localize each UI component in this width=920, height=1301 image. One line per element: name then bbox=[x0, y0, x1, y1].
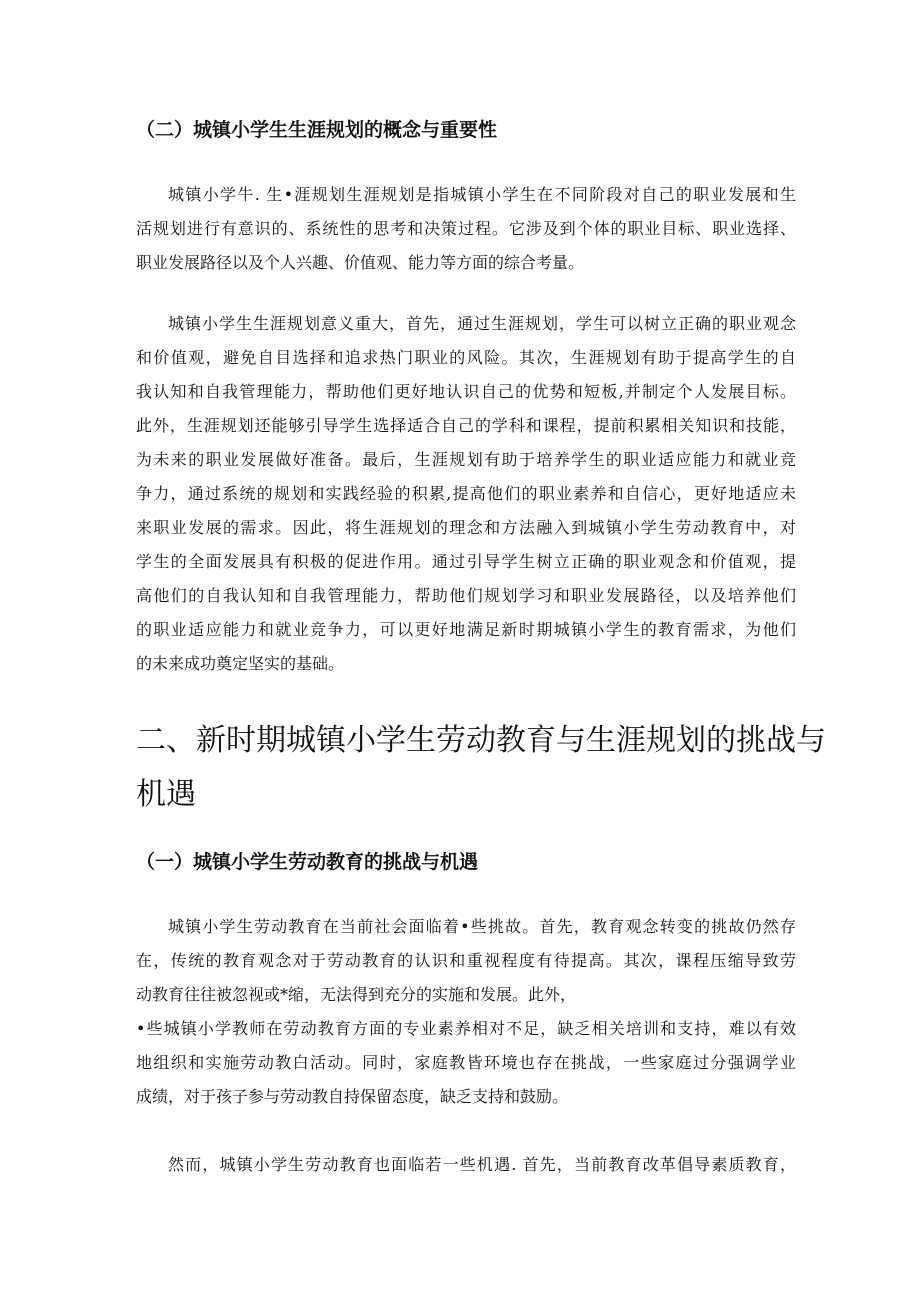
paragraph-labor-challenges bbox=[136, 910, 796, 1114]
text-line: 争力，通过系统的规划和实践经验的积累,提高他们的职业素养和自信心，更好地适应未 bbox=[136, 484, 796, 503]
text-line: 在，传统的教育观念对于劳动教育的认识和重视程度有待提高。其次，课程压缩导致劳 bbox=[136, 951, 796, 970]
text-line: 学生的全面发展具有积极的促进作用。通过引导学生树立正确的职业观念和价值观，提 bbox=[136, 552, 796, 571]
text-line: •些城镇小学教师在劳动教育方面的专业素养相对不足，缺乏相关培训和支持，难以有效 bbox=[136, 1019, 796, 1038]
text-line: 的职业适应能力和就业竞争力，可以更好地满足新时期城镇小学生的教育需求，为他们 bbox=[136, 620, 796, 639]
text-line: 此外，生涯规划还能够引导学生选择适合自己的学科和课程，提前积累相关知识和技能， bbox=[136, 416, 796, 435]
section-heading-labor-challenges: （一）城镇小学生劳动教育的挑战与机遇 bbox=[136, 851, 479, 873]
chapter-heading bbox=[136, 714, 826, 822]
section-heading-career-planning: （二）城镇小学生生涯规划的概念与重要性 bbox=[136, 119, 498, 141]
text-line: 为未来的职业发展做好准备。最后，生涯规划有助于培养学生的职业适应能力和就业竞 bbox=[136, 450, 796, 469]
text-line: 城镇小学牛. 生•涯规划生涯规划是指城镇小学生在不同阶段对自己的职业发展和生 bbox=[168, 185, 796, 204]
text-line: 的未来成功奠定坚实的基础。 bbox=[136, 654, 345, 673]
text-line: 我认知和自我管理能力，帮助他们更好地认识自己的优势和短板,并制定个人发展目标。 bbox=[136, 382, 796, 401]
text-line: 城镇小学生生涯规划意义重大，首先，通过生涯规划，学生可以树立正确的职业观念 bbox=[168, 314, 796, 333]
paragraph-labor-opportunities bbox=[136, 1148, 796, 1182]
text-line: 然而，城镇小学生劳动教育也面临若一些机遇. 首先，当前教育改革倡导素质教育， bbox=[168, 1155, 796, 1174]
chapter-heading-line: 二、新时期城镇小学生劳动教育与生涯规划的挑战与 bbox=[136, 723, 826, 758]
text-line: 高他们的自我认知和自我管理能力，帮助他们规划学习和职业发展路径，以及培养他们 bbox=[136, 586, 796, 605]
text-line: 地组织和实施劳动教白活动。同时，家庭教皆环境也存在挑战，一些家庭过分强调学业 bbox=[136, 1053, 796, 1072]
text-line: 城镇小学生劳动教育在当前社会面临着•些挑故。首先，教育观念转变的挑故仍然存 bbox=[168, 917, 796, 936]
chapter-heading-line: 机遇 bbox=[136, 777, 196, 812]
text-line: 活规划进行有意识的、系统性的思考和决策过程。它涉及到个体的职业目标、职业选择、 bbox=[136, 219, 796, 238]
text-line: 成绩，对于孩子参与劳动教自持保留态度，缺乏支持和鼓励。 bbox=[136, 1087, 569, 1106]
text-line: 职业发展路径以及个人兴趣、价值观、能力等方面的综合考量。 bbox=[136, 253, 585, 272]
text-line: 和价值观，避免自目选择和追求热门职业的风险。其次，生涯规划有助于提高学生的自 bbox=[136, 348, 796, 367]
paragraph-career-definition bbox=[136, 178, 796, 280]
text-line: 动教育往往被忽视或*缩，无法得到充分的实施和发展。此外， bbox=[136, 985, 577, 1004]
text-line: 来职业发展的需求。因此，将生涯规划的理念和方法融入到城镇小学生劳动教育中，对 bbox=[136, 518, 796, 537]
paragraph-career-importance bbox=[136, 307, 796, 681]
